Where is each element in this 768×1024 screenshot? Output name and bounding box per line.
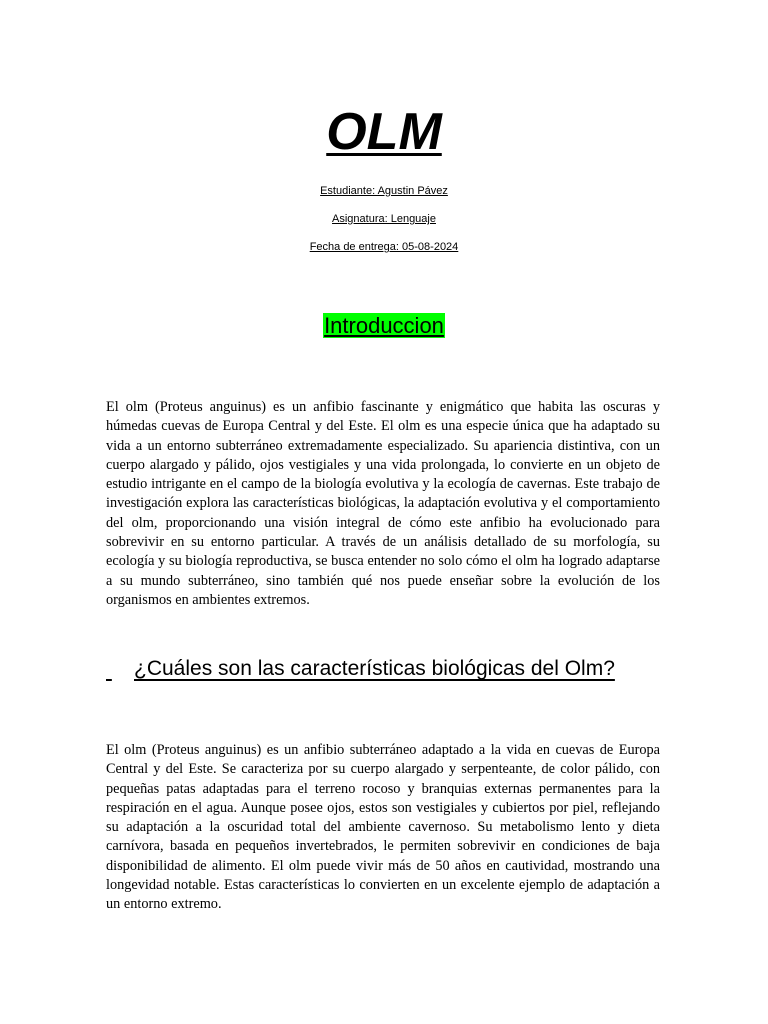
introduction-paragraph: El olm (Proteus anguinus) es un anfibio fascinante y enigmático que habita las oscuras y húmedas cuevas de Europa Central y del Este. El olm es una especie única que ha adaptado su vida a un entorno subterráneo extremadamente especializado. Su apariencia distintiva, con un cuerpo alargado y pálido, ojos vestigiales y una vida prolongada, lo convierte en un objeto de estudio intrigante en el campo de la biología evolutiva y la ecología de cavernas. Este trabajo de investigación explora las características biológicas, la adaptación evolutiva y el comportamiento del olm, proporcionando una visión integral de cómo este anfibio ha evolucionado para sobrevivir en su entorno particular. A través de un análisis detallado de su morfología, su ecología y su biología reproductiva, se busca entender no solo cómo el olm ha logrado adaptarse a su mundo subterráneo, sino también qué nos puede enseñar sobre la evolución de los organismos en ambientes extremos. — [106, 399, 660, 608]
due-date-line: Fecha de entrega: 05-08-2024 — [309, 241, 459, 253]
student-line: Estudiante: Agustin Pávez — [320, 185, 448, 197]
section-paragraph: El olm (Proteus anguinus) es un anfibio subterráneo adaptado a la vida en cuevas de Europa Central y del Este. Se caracteriza por su cuerpo alargado y serpenteante, de color pálido, con pequeñas patas adaptadas para el terreno rocoso y branquias externas permanentes para la respiración en el agua. Aunque posee ojos, estos son vestigiales y cubiertos por piel, reflejando su adaptación a la oscuridad total del ambiente cavernoso. Su metabolismo lento y dieta carnívora, basada en pequeños invertebrados, le permiten sobrevivir en condiciones de baja disponibilidad de alimento. El olm puede vivir más de 50 años en cautividad, mostrando una longevidad notable. Estas características lo convierten en un excelente ejemplo de adaptación a un entorno extremo. — [106, 742, 660, 913]
document-title: OLM — [326, 103, 442, 161]
section-heading — [106, 654, 660, 684]
introduction-heading — [0, 312, 768, 340]
introduction-heading-text: Introduccion — [324, 313, 444, 338]
subject-line: Asignatura: Lenguaje — [332, 213, 436, 225]
section-heading-text: ¿Cuáles son las características biológicas del Olm? — [134, 657, 615, 680]
heading-indent — [106, 654, 134, 684]
